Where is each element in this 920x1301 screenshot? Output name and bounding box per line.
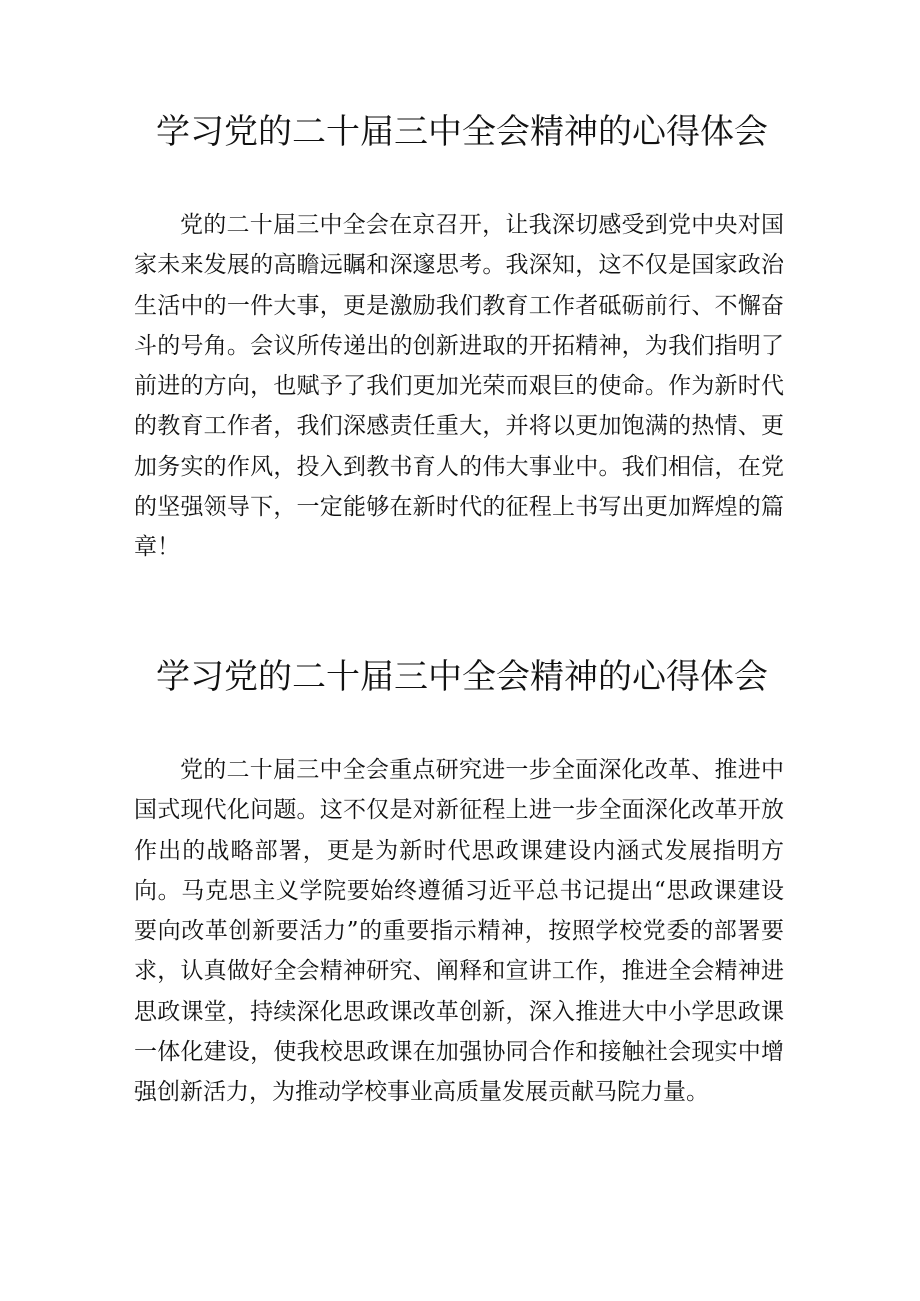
article-title: 学习党的二十届三中全会精神的心得体会: [156, 657, 768, 697]
article-title: 学习党的二十届三中全会精神的心得体会: [156, 112, 768, 152]
article-1: [0, 108, 920, 561]
article-body: 党的二十届三中全会重点研究进一步全面深化改革、推进中国式现代化问题。这不仅是对新征程上进一步全面深化改革开放作出的战略部署，更是为新时代思政课建设内涵式发展指明方向。马克思主义学院要始终遵循习近平总书记提出“思政课建设要向改革创新要活力”的重要指示精神，按照学校党委的部署要求，认真做好全会精神研究、阐释和宣讲工作，推进全会精神进思政课堂，持续深化思政课改革创新，深入推进大中小学思政课一体化建设，使我校思政课在加强协同合作和接触社会现实中增强创新活力，为推动学校事业高质量发展贡献马院力量。: [134, 757, 784, 1106]
article-2: [0, 653, 920, 1106]
article-body: 党的二十届三中全会在京召开，让我深切感受到党中央对国家未来发展的高瞻远瞩和深邃思考。我深知，这不仅是国家政治生活中的一件大事，更是激励我们教育工作者砥砺前行、不懈奋斗的号角。会议所传递出的创新进取的开拓精神，为我们指明了前进的方向，也赋予了我们更加光荣而艰巨的使命。作为新时代的教育工作者，我们深感责任重大，并将以更加饱满的热情、更加务实的作风，投入到教书育人的伟大事业中。我们相信，在党的坚强领导下，一定能够在新时代的征程上书写出更加辉煌的篇章！: [134, 212, 784, 561]
